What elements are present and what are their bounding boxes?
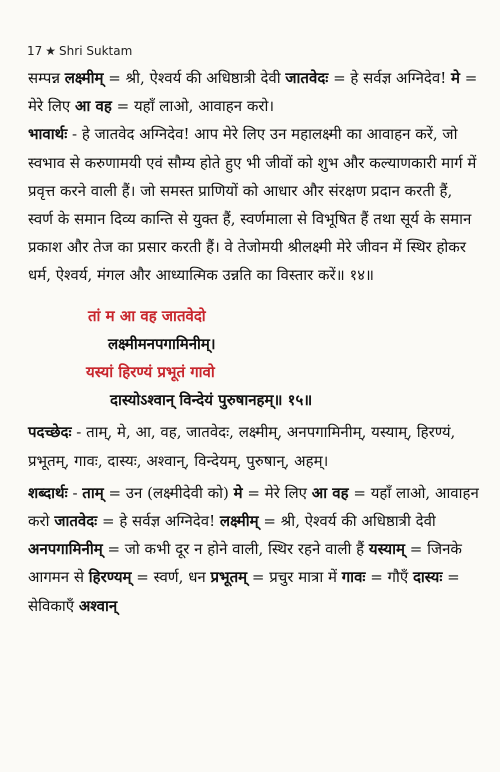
text-span: = यहाँ लाओ, आवाहन करो <box>28 483 479 531</box>
keyword: दास्यः <box>412 568 443 587</box>
text-span: = मेरे लिए <box>242 483 312 502</box>
keyword: अश्वान् <box>78 596 118 615</box>
bhavarth-paragraph <box>28 120 480 289</box>
text-span: = जिनके आगमन से <box>28 540 462 587</box>
text-span: = हे सर्वज्ञ अग्निदेव! <box>97 512 220 531</box>
text-span: = गौएँ <box>365 568 413 587</box>
page-header <box>27 44 132 58</box>
text-span: = यहाँ लाओ, आवाहन करो। <box>111 97 275 116</box>
shabdarth-label: शब्दार्थः <box>28 483 68 502</box>
text-span: = जो कभी दूर न होने वाली, स्थिर रहने वाली हैं <box>102 540 369 559</box>
page-number: 17 <box>27 44 43 58</box>
page-body <box>28 64 480 620</box>
verse-line-4: दास्योऽश्वान् विन्देयं पुरुषानहम्॥ १५॥ <box>110 391 313 410</box>
bhavarth-label: भावार्थः <box>28 125 68 144</box>
book-title: Shri Suktam <box>59 44 133 58</box>
padchhed-text: - ताम्, मे, आ, वह, जातवेदः, लक्ष्मीम्, अनपगामिनीम्, यस्याम्, हिरण्यं, प्रभूतम्, गावः, दास्यः, अश्वान्, विन्देयम्, पुरुषान्, अहम्। <box>28 423 456 470</box>
text-span: सम्पन्न <box>28 69 65 87</box>
text-span: = मेरे लिए <box>28 69 478 116</box>
keyword: आ वह <box>311 483 349 502</box>
keyword: मे <box>451 69 460 87</box>
keyword: गावः <box>341 568 366 587</box>
keyword: मे <box>233 483 243 502</box>
text-span: = उन (लक्ष्मीदेवी को) <box>103 483 234 502</box>
keyword: जातवेदः <box>54 512 98 531</box>
keyword: अनपगामिनीम् <box>28 540 103 559</box>
shabdarth-paragraph <box>28 479 480 620</box>
paragraph-word-meanings-14 <box>28 64 480 120</box>
keyword: आ वह <box>75 97 112 116</box>
star-icon: ★ <box>45 44 57 58</box>
padchhed-label: पदच्छेदः <box>28 423 72 442</box>
keyword: लक्ष्मीम् <box>219 512 259 531</box>
padchhed-paragraph <box>28 418 480 474</box>
text-span: = सेविकाएँ <box>28 568 460 615</box>
keyword: हिरण्यम् <box>88 568 132 587</box>
keyword: लक्ष्मीम् <box>64 69 104 87</box>
keyword: यस्याम् <box>368 540 405 559</box>
bhavarth-text: - हे जातवेद अग्निदेव! आप मेरे लिए उन महालक्ष्मी का आवाहन करें, जो स्वभाव से करुणामयी एवं सौम्य होते हुए भी जीवों को शुभ और कल्याणकारी मार्ग में प्रवृत्त करने वाली हैं। जो समस्त प्राणियों को आधार और संरक्षण प्रदान करती हैं, स्वर्ण के समान दिव्य कान्ति से युक्त हैं, स्वर्णमाला से विभूषित हैं तथा सूर्य के समान प्रकाश और तेज का प्रसार करती हैं। वे तेजोमयी श्रीलक्ष्मी मेरे जीवन में स्थिर होकर धर्म, ऐश्वर्य, मंगल और आध्यात्मिक उन्नति का विस्तार करें॥ १४॥ <box>28 125 477 285</box>
verse-block <box>28 302 480 415</box>
text-span: = प्रचुर मात्रा में <box>247 568 342 587</box>
verse-line-3: यस्यां हिरण्यं प्रभूतं गावो <box>86 363 215 382</box>
text-span: = श्री, ऐश्वर्य की अधिष्ठात्री देवी <box>258 512 436 531</box>
verse-line-1: तां म आ वह जातवेदो <box>88 306 206 325</box>
text-span: - <box>67 483 83 502</box>
text-span: = स्वर्ण, धन <box>131 568 211 587</box>
keyword: ताम् <box>82 483 104 502</box>
keyword: जातवेदः <box>285 69 329 87</box>
verse-line-2: लक्ष्मीमनपगामिनीम्। <box>108 334 216 353</box>
text-span: = श्री, ऐश्वर्य की अधिष्ठात्री देवी <box>103 69 286 87</box>
text-span: = हे सर्वज्ञ अग्निदेव! <box>328 69 452 87</box>
keyword: प्रभूतम् <box>210 568 248 587</box>
